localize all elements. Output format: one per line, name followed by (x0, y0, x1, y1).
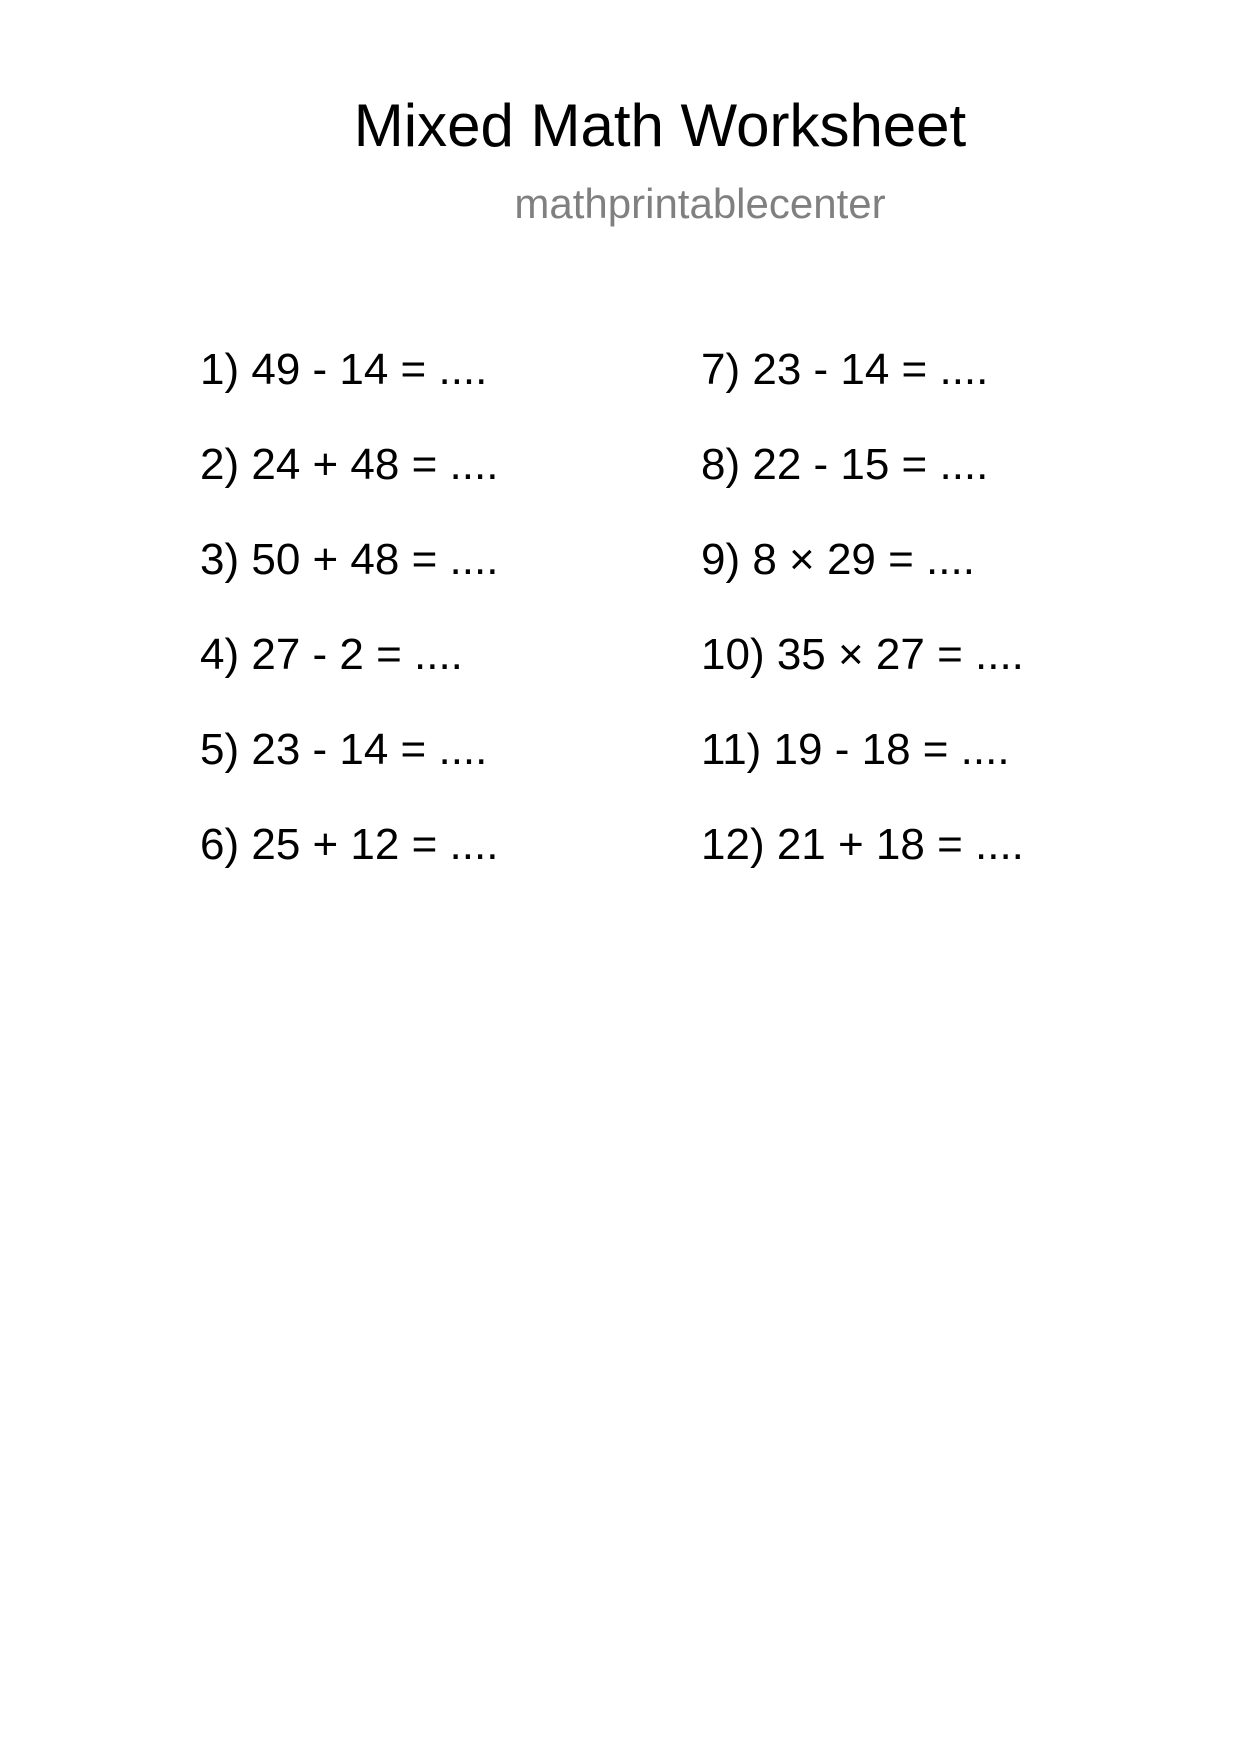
problem-7: 7) 23 - 14 = .... (701, 345, 989, 394)
worksheet-subtitle: mathprintablecenter (514, 180, 886, 227)
problem-12: 12) 21 + 18 = .... (701, 820, 1024, 869)
problem-1: 1) 49 - 14 = .... (200, 345, 488, 394)
problem-8: 8) 22 - 15 = .... (701, 440, 989, 489)
problem-3: 3) 50 + 48 = .... (200, 535, 499, 584)
problem-5: 5) 23 - 14 = .... (200, 725, 488, 774)
problem-10: 10) 35 × 27 = .... (701, 630, 1024, 679)
worksheet-title: Mixed Math Worksheet (353, 92, 967, 159)
problem-4: 4) 27 - 2 = .... (200, 630, 463, 679)
problem-9: 9) 8 × 29 = .... (701, 535, 975, 584)
problem-11: 11) 19 - 18 = .... (701, 725, 1010, 774)
problem-column-left (200, 345, 499, 918)
problem-list (0, 345, 1240, 888)
problem-2: 2) 24 + 48 = .... (200, 440, 499, 489)
problem-6: 6) 25 + 12 = .... (200, 820, 499, 869)
problem-column-right (701, 345, 1024, 918)
